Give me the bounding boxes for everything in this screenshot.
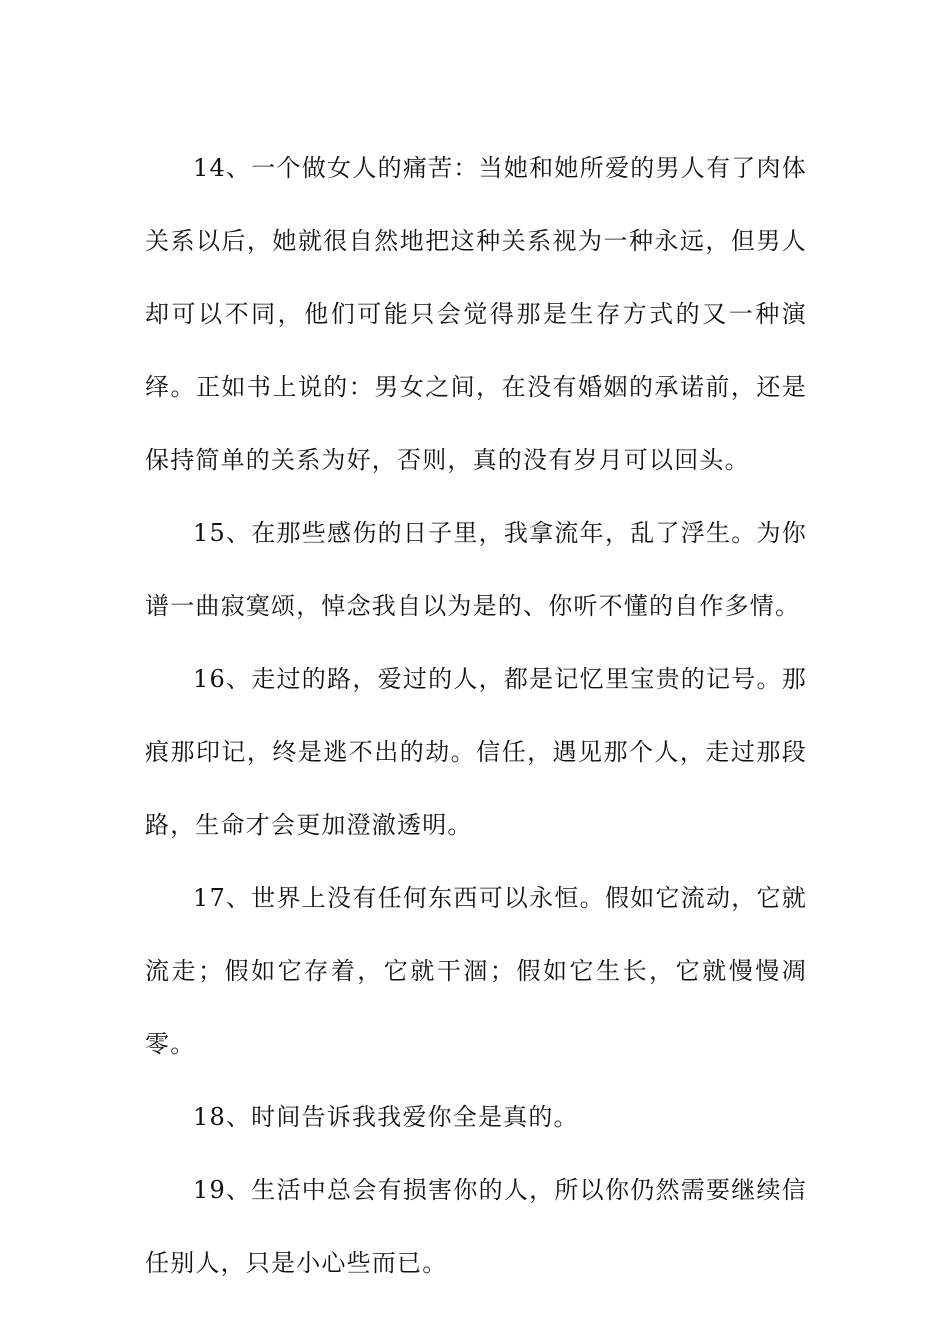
paragraph-19: 19、生活中总会有损害你的人，所以你仍然需要继续信任别人，只是小心些而已。 (145, 1176, 807, 1277)
paragraph-15: 15、在那些感伤的日子里，我拿流年，乱了浮生。为你谱一曲寂寞颂，悼念我自以为是的、你听不懂的自作多情。 (145, 519, 807, 620)
paragraph-17: 17、世界上没有任何东西可以永恒。假如它流动，它就流走；假如它存着，它就干涸；假如它生长，它就慢慢凋零。 (145, 884, 807, 1058)
paragraph-14: 14、一个做女人的痛苦：当她和她所爱的男人有了肉体关系以后，她就很自然地把这种关系视为一种永远，但男人却可以不同，他们可能只会觉得那是生存方式的又一种演绎。正如书上说的：男女之间，在没有婚姻的承诺前，还是保持简单的关系为好，否则，真的没有岁月可以回头。 (145, 154, 807, 474)
paragraph-18: 18、时间告诉我我爱你全是真的。 (193, 1103, 579, 1131)
document-body (145, 132, 807, 1300)
paragraph-16: 16、走过的路，爱过的人，都是记忆里宝贵的记号。那痕那印记，终是逃不出的劫。信任，遇见那个人，走过那段路，生命才会更加澄澈透明。 (145, 665, 807, 839)
